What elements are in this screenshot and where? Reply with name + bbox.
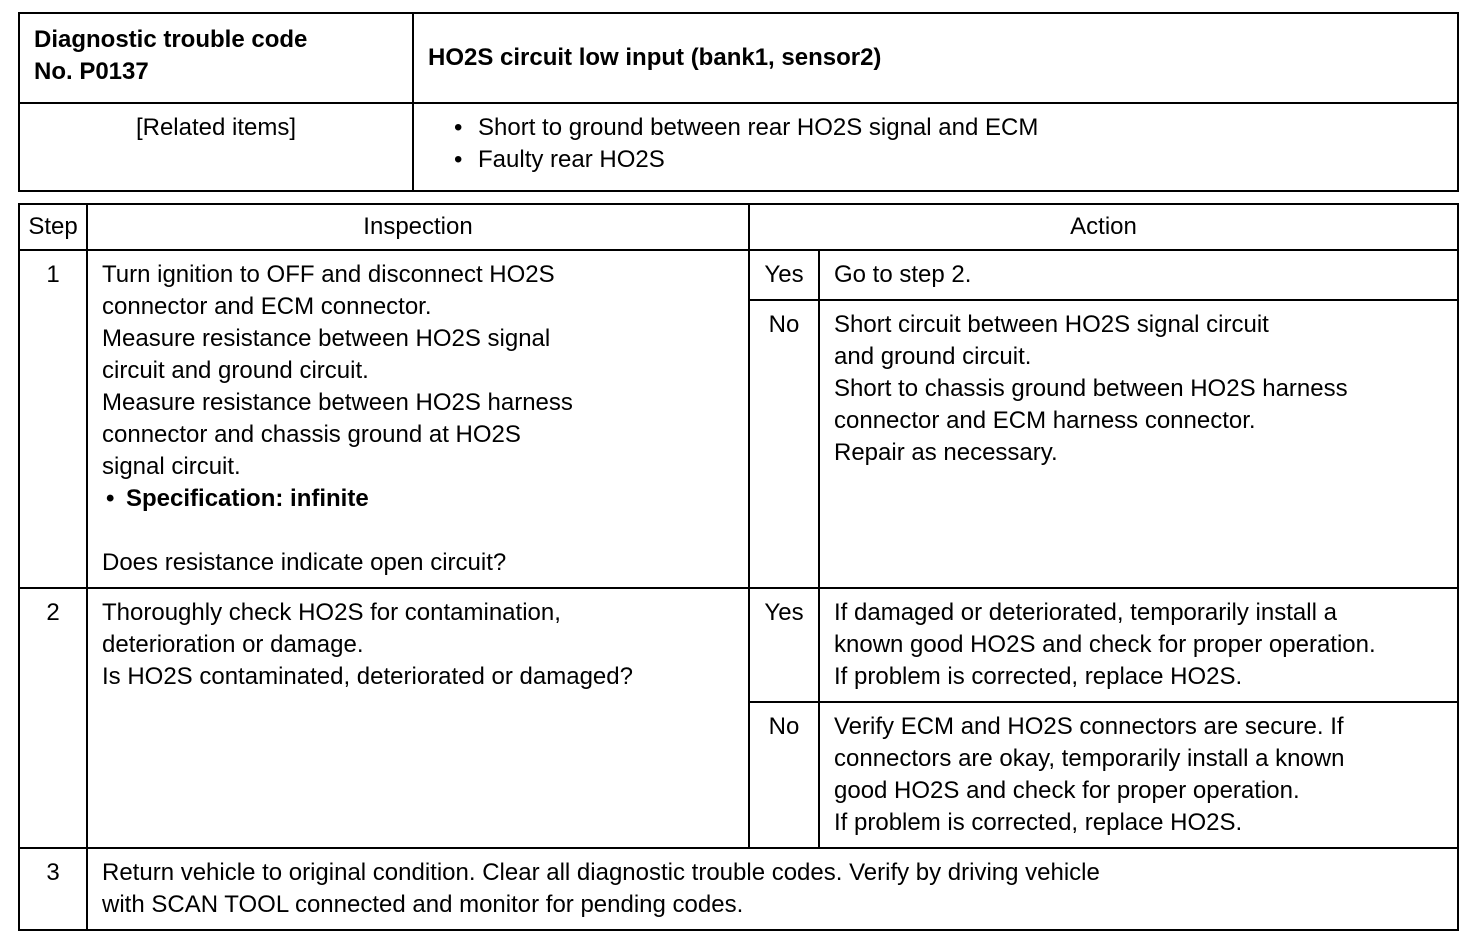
inspection-line: Is HO2S contaminated, deteriorated or damaged? xyxy=(102,663,633,690)
step-3-line: Return vehicle to original condition. Clear all diagnostic trouble codes. Verify by driving vehicle xyxy=(102,859,1100,886)
dtc-title-row xyxy=(19,13,1458,103)
action-line: Verify ECM and HO2S connectors are secure. If xyxy=(834,713,1344,740)
action-line: If problem is corrected, replace HO2S. xyxy=(834,809,1243,836)
step-1-inspection xyxy=(87,250,749,588)
related-items-list xyxy=(450,112,1457,176)
inspection-line: connector and chassis ground at HO2S xyxy=(102,421,521,448)
step-number: 2 xyxy=(19,588,87,848)
related-item: • Faulty rear HO2S xyxy=(450,144,1457,176)
inspection-line: signal circuit. xyxy=(102,453,241,480)
action-line: Go to step 2. xyxy=(834,261,972,288)
step-2-yes-row xyxy=(19,588,1458,702)
action-line: If damaged or deteriorated, temporarily install a xyxy=(834,599,1337,626)
step-number: 1 xyxy=(19,250,87,588)
inspection-question: Does resistance indicate open circuit? xyxy=(102,549,507,576)
related-item: • Short to ground between rear HO2S signal and ECM xyxy=(450,112,1457,144)
inspection-line: deterioration or damage. xyxy=(102,631,364,658)
spacer xyxy=(102,515,736,547)
no-label: No xyxy=(749,702,819,848)
dtc-code-number: No. P0137 xyxy=(34,58,149,85)
step-2-inspection xyxy=(87,588,749,848)
diagnostic-steps-table xyxy=(18,203,1459,931)
header-inspection: Inspection xyxy=(87,204,749,250)
related-items-label: [Related items] xyxy=(19,103,413,191)
step-2-no-action xyxy=(819,702,1458,848)
step-1-no-action xyxy=(819,300,1458,588)
related-items-cell xyxy=(413,103,1458,191)
action-line: and ground circuit. xyxy=(834,343,1032,370)
action-line: known good HO2S and check for proper operation. xyxy=(834,631,1376,658)
inspection-line: Turn ignition to OFF and disconnect HO2S xyxy=(102,261,555,288)
no-label: No xyxy=(749,300,819,588)
step-1-yes-row xyxy=(19,250,1458,300)
action-line: Short circuit between HO2S signal circuit xyxy=(834,311,1269,338)
action-line: connector and ECM harness connector. xyxy=(834,407,1256,434)
action-line: good HO2S and check for proper operation. xyxy=(834,777,1300,804)
dtc-code-label xyxy=(19,13,413,103)
action-line: connectors are okay, temporarily install a known xyxy=(834,745,1345,772)
inspection-line: connector and ECM connector. xyxy=(102,293,432,320)
inspection-line: Measure resistance between HO2S signal xyxy=(102,325,551,352)
step-1-yes-action xyxy=(819,250,1458,300)
inspection-line: Measure resistance between HO2S harness xyxy=(102,389,573,416)
step-3-row xyxy=(19,848,1458,930)
yes-label: Yes xyxy=(749,588,819,702)
step-3-text xyxy=(87,848,1458,930)
dtc-code-label-line1: Diagnostic trouble code xyxy=(34,26,308,53)
yes-label: Yes xyxy=(749,250,819,300)
specification: • Specification: infinite xyxy=(102,483,736,515)
steps-header-row xyxy=(19,204,1458,250)
step-number: 3 xyxy=(19,848,87,930)
header-step: Step xyxy=(19,204,87,250)
header-action: Action xyxy=(749,204,1458,250)
related-items-row xyxy=(19,103,1458,191)
action-line: Repair as necessary. xyxy=(834,439,1058,466)
step-3-line: with SCAN TOOL connected and monitor for pending codes. xyxy=(102,891,744,918)
step-2-yes-action xyxy=(819,588,1458,702)
inspection-line: Thoroughly check HO2S for contamination, xyxy=(102,599,561,626)
action-line: If problem is corrected, replace HO2S. xyxy=(834,663,1243,690)
dtc-title: HO2S circuit low input (bank1, sensor2) xyxy=(413,13,1458,103)
action-line: Short to chassis ground between HO2S harness xyxy=(834,375,1348,402)
dtc-info-table xyxy=(18,12,1459,192)
inspection-line: circuit and ground circuit. xyxy=(102,357,369,384)
